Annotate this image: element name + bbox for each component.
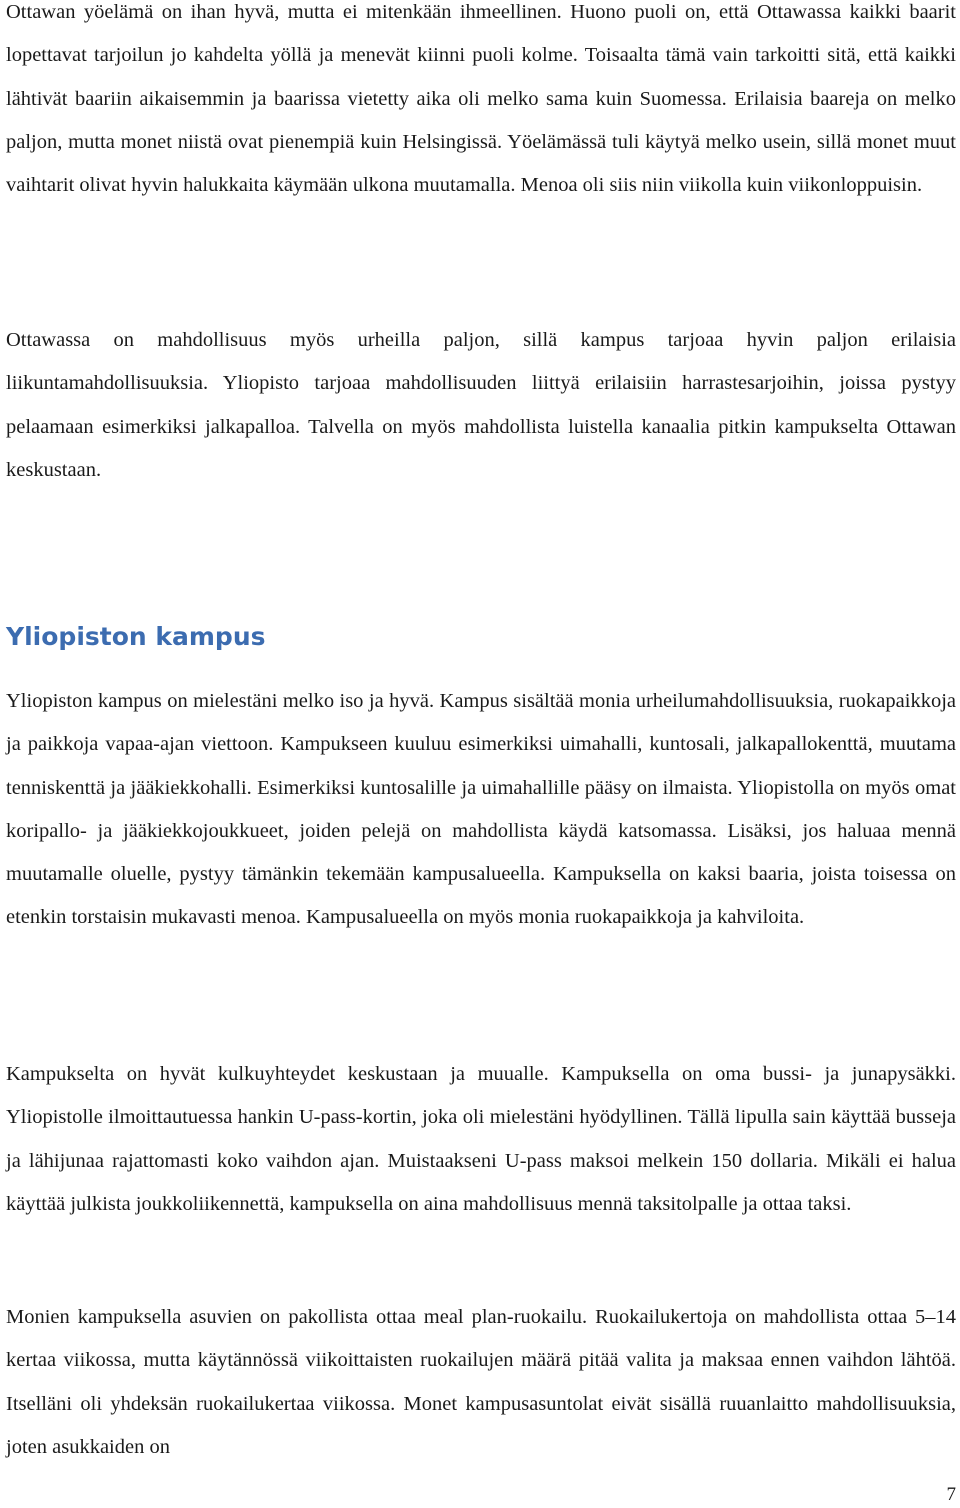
page-number: 7 xyxy=(946,1484,956,1505)
section-heading: Yliopiston kampus xyxy=(6,622,266,651)
paragraph-campus: Yliopiston kampus on mielestäni melko iso ja hyvä. Kampus sisältää monia urheilumahdollisuuksia, ruokapaikkoja ja paikkoja vapaa-ajan viettoon. Kampukseen kuuluu esimerkiksi uimahalli, kuntosali, jalkapallokenttä, muutama tenniskenttä ja jääkiekkohalli. Esimerkiksi kuntosalille ja uimahallille pääsy on ilmaista. Yliopistolla on myös omat koripallo- ja jääkiekkojoukkueet, joiden pelejä on mahdollista käydä katsomassa. Lisäksi, jos haluaa mennä muutamalle oluelle, pystyy tämänkin tekemään kampusalueella. Kampuksella on kaksi baaria, joista toisessa on etenkin torstaisin mukavasti menoa. Kampusalueella on myös monia ruokapaikkoja ja kahviloita. xyxy=(6,690,956,929)
paragraph-meal-plan: Monien kampuksella asuvien on pakollista ottaa meal plan-ruokailu. Ruokailukertoja on mahdollista ottaa 5–14 kertaa viikossa, mutta käytännössä viikoittaisten ruokailujen määrä pitää valita ja maksaa ennen vaihdon lähtöä. Itselläni oli yhdeksän ruokailukertaa viikossa. Monet kampusasuntolat eivät sisällä ruuanlaitto mahdollisuuksia, joten asukkaiden on xyxy=(6,1306,956,1458)
paragraph-sports: Ottawassa on mahdollisuus myös urheilla paljon, sillä kampus tarjoaa hyvin paljon erilaisia liikuntamahdollisuuksia. Yliopisto tarjoaa mahdollisuuden liittyä erilaisiin harrastesarjoihin, joissa pystyy pelaamaan esimerkiksi jalkapalloa. Talvella on myös mahdollista luistella kanaalia pitkin kampukselta Ottawan keskustaan. xyxy=(6,329,956,481)
paragraph-nightlife: Ottawan yöelämä on ihan hyvä, mutta ei mitenkään ihmeellinen. Huono puoli on, että Ottawassa kaikki baarit lopettavat tarjoilun jo kahdelta yöllä ja menevät kiinni puoli kolme. Toisaalta tämä vain tarkoitti sitä, että kaikki lähtivät baariin aikaisemmin ja baarissa vietetty aika oli melko sama kuin Suomessa. Erilaisia baareja on melko paljon, mutta monet niistä ovat pienempiä kuin Helsingissä. Yöelämässä tuli käytyä melko usein, sillä monet muut vaihtarit olivat hyvin halukkaita käymään ulkona muutamalla. Menoa oli siis niin viikolla kuin viikonloppuisin. xyxy=(6,1,956,197)
paragraph-transport: Kampukselta on hyvät kulkuyhteydet keskustaan ja muualle. Kampuksella on oma bussi- ja junapysäkki. Yliopistolle ilmoittautuessa hankin U-pass-kortin, joka oli mielestäni hyödyllinen. Tällä lipulla sain käyttää busseja ja lähijunaa rajattomasti koko vaihdon ajan. Muistaakseni U-pass maksoi melkein 150 dollaria. Mikäli ei halua käyttää julkista joukkoliikennettä, kampuksella on aina mahdollisuus mennä taksitolpalle ja ottaa taksi. xyxy=(6,1063,956,1215)
